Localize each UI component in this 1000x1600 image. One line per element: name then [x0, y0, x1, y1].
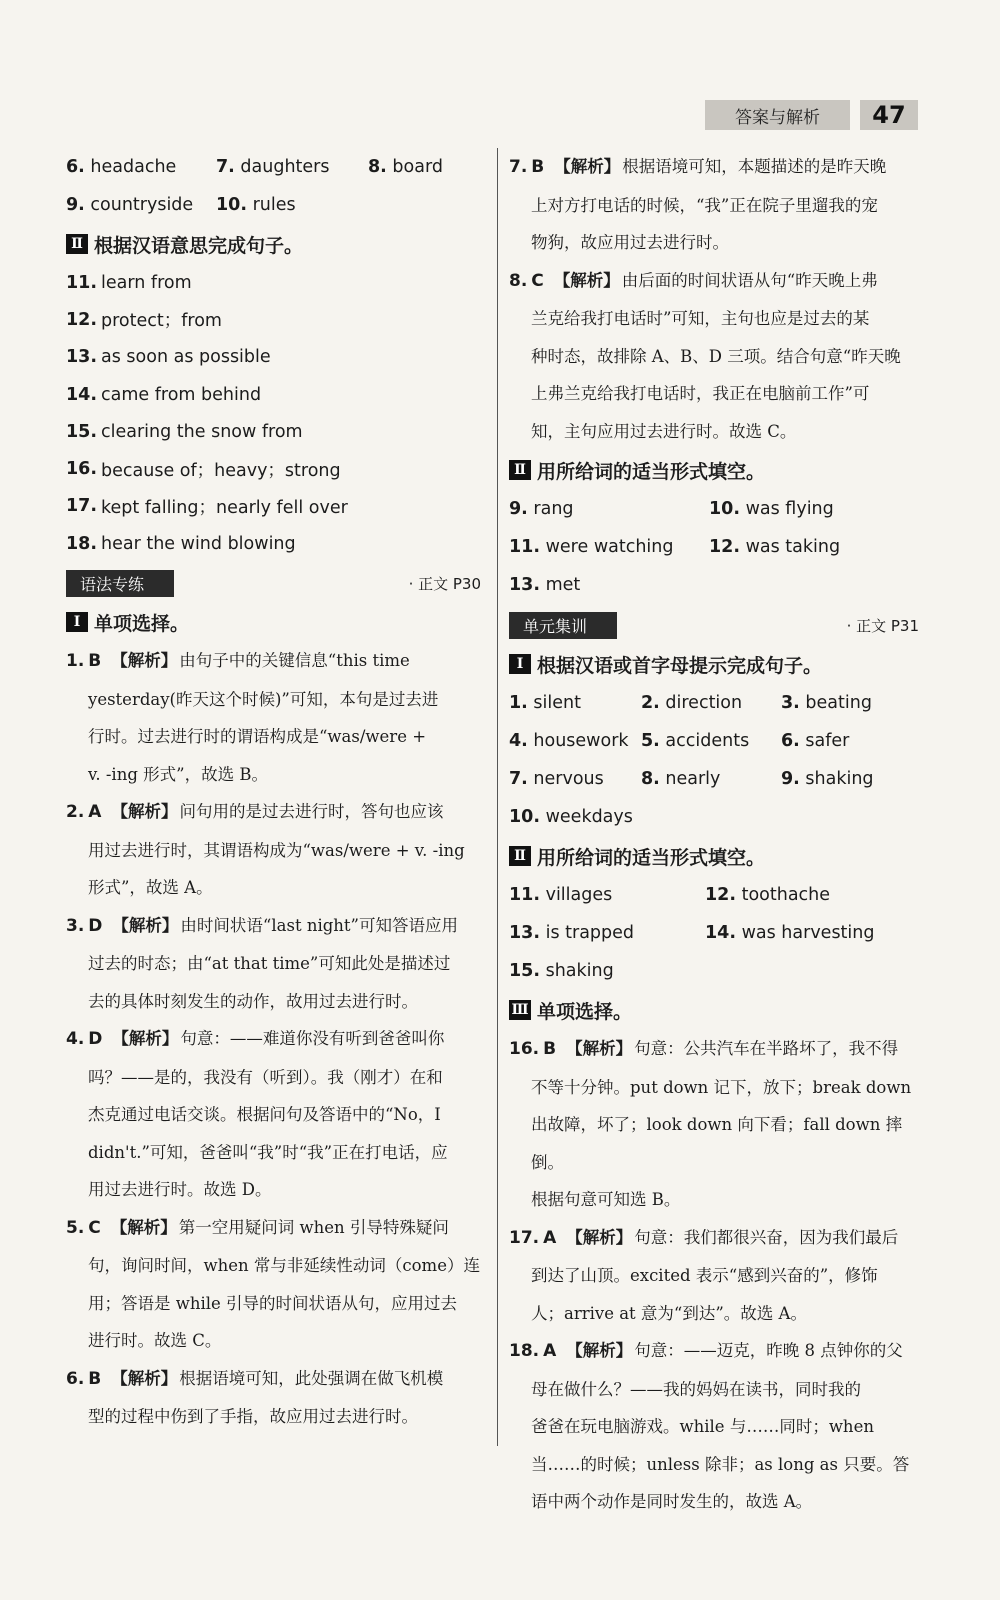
item-answer: shaking	[805, 769, 874, 789]
item-answer: silent	[533, 693, 581, 713]
item-answer: B	[543, 1039, 557, 1059]
explanation-text: 用过去进行时。故选 D。	[88, 1180, 272, 1200]
page-number: 47	[860, 100, 918, 130]
item-number: 12.	[709, 537, 741, 557]
item-answer: was taking	[745, 537, 841, 557]
item-answer: headache	[90, 157, 177, 177]
explanation-text: 上弗兰克给我打电话时，我正在电脑前工作”可	[531, 384, 870, 403]
section-title: 根据汉语或首字母提示完成句子。	[537, 654, 823, 677]
item-answer: rules	[252, 195, 296, 215]
item-number: 9.	[781, 769, 800, 789]
answer-row	[509, 952, 919, 990]
answer-row	[509, 528, 919, 566]
grammar-practice-header	[66, 568, 481, 598]
item-number: 7.	[216, 157, 235, 177]
answer-row	[509, 684, 919, 722]
answer-row	[66, 264, 481, 301]
item-number: 10.	[216, 195, 248, 215]
section-title: 单项选择。	[537, 1000, 633, 1023]
answer-row	[66, 525, 481, 562]
answer-item	[781, 731, 911, 751]
section-heading	[509, 450, 919, 490]
item-number: 12.	[66, 309, 98, 330]
section-title: 用所给词的适当形式填空。	[537, 460, 766, 483]
item-answer: A	[543, 1227, 557, 1248]
explanation-label: 【解析】	[111, 802, 178, 822]
answer-row	[509, 722, 919, 760]
section-heading	[509, 990, 919, 1030]
page-reference: · 正文 P31	[846, 616, 919, 635]
unit-training-tag: 单元集训	[509, 612, 617, 639]
answer-row	[66, 148, 481, 186]
explanation-item	[509, 1332, 919, 1521]
item-answer: nearly	[665, 769, 721, 789]
answer-row	[66, 301, 481, 338]
item-number: 12.	[705, 885, 737, 905]
explanation-item	[66, 642, 481, 793]
item-number: 18.	[66, 533, 98, 554]
item-answer: kept falling；nearly fell over	[101, 497, 348, 518]
item-answer: board	[392, 157, 443, 177]
answer-item	[509, 769, 641, 789]
item-answer: because of；heavy；strong	[101, 460, 341, 481]
item-number: 13.	[509, 575, 541, 595]
explanation-text: 用过去进行时，其谓语构成为“was/were + v. -ing	[88, 840, 465, 860]
explanation-label: 【解析】	[566, 1227, 633, 1247]
answer-item	[509, 807, 641, 827]
item-answer: B	[531, 157, 545, 177]
explanation-label: 【解析】	[110, 1217, 177, 1237]
explanation-label: 【解析】	[112, 1029, 179, 1049]
complete-sentence-answers	[509, 684, 919, 836]
item-number: 8.	[509, 270, 528, 291]
answer-item	[705, 885, 915, 905]
explanation-item	[509, 1030, 919, 1219]
item-answer: D	[88, 915, 103, 936]
item-answer: was harvesting	[741, 923, 875, 943]
answer-row	[509, 490, 919, 528]
item-number: 3.	[66, 915, 85, 936]
explanation-text: 由时间状语“last night”可知答语应用	[180, 915, 458, 935]
answer-item	[509, 731, 641, 751]
answer-row	[509, 914, 919, 952]
answer-item	[368, 157, 478, 177]
answer-item	[509, 923, 705, 943]
explanation-text: 人；arrive at 意为“到达”。故选 A。	[531, 1303, 807, 1323]
explanation-item	[509, 148, 919, 262]
item-number: 9.	[66, 195, 85, 215]
explanation-text: 句，询问时间，when 常与非延续性动词（come）连	[88, 1256, 480, 1276]
item-number: 6.	[66, 157, 85, 177]
answer-item	[509, 499, 709, 519]
item-number: 7.	[509, 769, 528, 789]
explanation-text: 句意：公共汽车在半路坏了，我不得	[634, 1039, 899, 1058]
item-number: 14.	[66, 384, 98, 405]
answer-row	[66, 450, 481, 487]
section-title: 单项选择。	[94, 612, 190, 635]
item-number: 16.	[509, 1039, 540, 1059]
answer-row	[66, 413, 481, 450]
fill-blank-answers	[509, 490, 919, 604]
item-answer: weekdays	[545, 807, 633, 827]
answer-item	[509, 693, 641, 713]
item-answer: learn from	[101, 272, 192, 293]
section-number: Ⅰ	[509, 654, 531, 674]
explanation-text: 句意：——难道你没有听到爸爸叫你	[180, 1029, 445, 1049]
item-number: 11.	[66, 272, 98, 293]
item-number: 5.	[66, 1217, 85, 1238]
answer-item	[66, 157, 216, 177]
item-answer: were watching	[545, 537, 674, 557]
explanation-text: 进行时。故选 C。	[88, 1331, 222, 1351]
item-answer: hear the wind blowing	[101, 533, 296, 554]
item-answer: came from behind	[101, 384, 262, 405]
item-number: 9.	[509, 499, 528, 519]
item-answer: clearing the snow from	[101, 421, 303, 442]
section-title: 用所给词的适当形式填空。	[537, 846, 766, 869]
item-answer: protect；from	[101, 311, 222, 332]
explanation-label: 【解析】	[554, 157, 621, 176]
item-number: 6.	[66, 1368, 85, 1389]
answer-item	[641, 693, 781, 713]
explanation-text: 到达了山顶。excited 表示“感到兴奋的”，修饰	[531, 1266, 878, 1285]
answer-item	[509, 961, 705, 981]
right-column	[509, 148, 919, 1521]
explanation-text: 问句用的是过去进行时，答句也应该	[179, 802, 444, 822]
item-answer: C	[88, 1217, 101, 1238]
explanation-item	[66, 1020, 481, 1209]
item-answer: daughters	[240, 157, 330, 177]
explanation-label: 【解析】	[111, 1368, 178, 1388]
item-answer: C	[531, 270, 544, 291]
explanation-item	[66, 1360, 481, 1436]
item-number: 4.	[66, 1029, 85, 1050]
answer-item	[641, 731, 781, 751]
explanation-text: 句意：我们都很兴奋，因为我们最后	[634, 1227, 899, 1247]
explanation-text: 第一空用疑问词 when 引导特殊疑问	[178, 1217, 449, 1237]
item-answer: housework	[533, 731, 629, 751]
explanation-text: 物狗，故应用过去进行时。	[531, 233, 729, 252]
page-reference: · 正文 P30	[408, 574, 481, 593]
item-number: 2.	[641, 693, 660, 713]
item-number: 10.	[509, 807, 541, 827]
item-answer: B	[88, 1368, 102, 1389]
item-number: 17.	[66, 496, 98, 517]
multiple-choice-answers	[509, 148, 919, 450]
answer-row	[509, 566, 919, 604]
explanation-label: 【解析】	[566, 1341, 633, 1360]
item-answer: is trapped	[545, 923, 635, 943]
answer-row	[66, 376, 481, 413]
item-number: 16.	[66, 459, 98, 480]
item-answer: nervous	[533, 769, 604, 789]
explanation-text: 行时。过去进行时的谓语构成是“was/were +	[88, 727, 427, 747]
answer-item	[509, 885, 705, 905]
section-heading	[66, 602, 481, 642]
item-answer: direction	[665, 693, 743, 713]
item-answer: countryside	[90, 195, 194, 215]
explanation-text: 由后面的时间状语从句“昨天晚上弗	[621, 270, 878, 290]
explanation-text: 种时态，故排除 A、B、D 三项。结合句意“昨天晚	[531, 346, 901, 366]
item-answer: was flying	[745, 499, 834, 519]
explanation-text: 去的具体时刻发生的动作，故用过去进行时。	[88, 991, 418, 1011]
explanation-text: 上对方打电话的时候，“我”正在院子里遛我的宠	[531, 195, 878, 215]
item-number: 2.	[66, 802, 85, 823]
answer-item	[781, 693, 911, 713]
section-title: 根据汉语意思完成句子。	[94, 234, 304, 257]
explanation-text: 用；答语是 while 引导的时间状语从句，应用过去	[88, 1293, 458, 1313]
answer-row	[509, 798, 919, 836]
explanation-text: 兰克给我打电话时”可知，主句也应是过去的某	[531, 309, 870, 328]
answer-item	[709, 537, 909, 557]
explanation-text: 母在做什么？——我的妈妈在读书，同时我的	[531, 1379, 861, 1399]
section-number: Ⅲ	[509, 1000, 531, 1020]
explanation-item	[509, 1219, 919, 1333]
item-number: 17.	[509, 1227, 540, 1248]
multiple-choice-answers	[66, 642, 481, 1436]
multiple-choice-answers	[509, 1030, 919, 1521]
explanation-text: 不等十分钟。put down 记下，放下；break down	[531, 1077, 912, 1097]
explanation-text: 由句子中的关键信息“this time	[179, 651, 410, 671]
explanation-label: 【解析】	[112, 915, 179, 935]
section-number: Ⅱ	[509, 846, 531, 866]
item-answer: A	[88, 802, 102, 823]
answer-item	[216, 195, 368, 215]
item-number: 1.	[66, 651, 85, 672]
item-answer: A	[543, 1341, 557, 1361]
item-number: 15.	[66, 421, 98, 442]
item-answer: safer	[805, 731, 850, 751]
item-answer: accidents	[665, 731, 750, 751]
explanation-text: 知，主句应用过去进行时。故选 C。	[531, 421, 797, 441]
item-number: 7.	[509, 157, 528, 177]
item-answer: beating	[805, 693, 872, 713]
item-number: 13.	[66, 347, 98, 368]
item-number: 5.	[641, 731, 660, 751]
grammar-practice-tag: 语法专练	[66, 570, 174, 597]
item-number: 8.	[641, 769, 660, 789]
explanation-text: 当……的时候；unless 除非；as long as 只要。答	[531, 1454, 910, 1474]
section-heading	[509, 644, 919, 684]
item-number: 3.	[781, 693, 800, 713]
item-answer: toothache	[741, 885, 831, 905]
answer-row	[509, 760, 919, 798]
explanation-item	[66, 907, 481, 1021]
explanation-text: 句意：——迈克，昨晚 8 点钟你的父	[634, 1341, 903, 1360]
explanation-text: 爸爸在玩电脑游戏。while 与……同时；when	[531, 1417, 874, 1436]
section-number: Ⅱ	[66, 234, 88, 254]
explanation-text: v. -ing 形式”，故选 B。	[88, 764, 268, 784]
answer-item	[509, 575, 709, 595]
item-answer: B	[88, 651, 102, 672]
section-number: Ⅱ	[509, 460, 531, 480]
section-heading	[509, 836, 919, 876]
header-section-title: 答案与解析	[705, 100, 850, 130]
sentence-answers	[66, 264, 481, 562]
explanation-text: yesterday(昨天这个时候)”可知，本句是过去进	[88, 689, 439, 709]
item-answer: met	[545, 575, 581, 595]
explanation-text: 语中两个动作是同时发生的，故选 A。	[531, 1492, 813, 1511]
explanation-item	[66, 1209, 481, 1360]
explanation-text: didn't.”可知，爸爸叫“我”时“我”正在打电话，应	[88, 1142, 448, 1162]
explanation-label: 【解析】	[553, 270, 620, 290]
left-column	[66, 148, 481, 1436]
explanation-text: 出故障，坏了；look down 向下看；fall down 摔倒。	[531, 1115, 903, 1172]
answer-item	[66, 195, 216, 215]
item-number: 15.	[509, 961, 541, 981]
item-number: 1.	[509, 693, 528, 713]
answer-item	[216, 157, 368, 177]
item-number: 11.	[509, 885, 541, 905]
explanation-text: 形式”，故选 A。	[88, 878, 213, 898]
item-number: 13.	[509, 923, 541, 943]
item-number: 10.	[709, 499, 741, 519]
explanation-text: 型的过程中伤到了手指，故应用过去进行时。	[88, 1407, 418, 1427]
explanation-text: 吗？——是的，我没有（听到）。我（刚才）在和	[88, 1067, 443, 1087]
item-number: 11.	[509, 537, 541, 557]
item-answer: as soon as possible	[101, 347, 271, 368]
explanation-text: 根据句意可知选 B。	[531, 1190, 681, 1209]
item-answer: shaking	[545, 961, 614, 981]
item-number: 6.	[781, 731, 800, 751]
answer-row	[66, 339, 481, 376]
item-answer: villages	[545, 885, 613, 905]
fill-blank-answers	[509, 876, 919, 990]
answer-row	[509, 876, 919, 914]
explanation-item	[509, 262, 919, 451]
unit-training-header	[509, 610, 919, 640]
answer-item	[641, 769, 781, 789]
item-number: 18.	[509, 1341, 540, 1361]
explanation-label: 【解析】	[111, 651, 178, 671]
item-number: 4.	[509, 731, 528, 751]
answer-item	[781, 769, 911, 789]
item-answer: rang	[533, 499, 574, 519]
item-answer: D	[88, 1029, 103, 1050]
answer-item	[709, 499, 909, 519]
section-heading	[66, 224, 481, 264]
section-number: Ⅰ	[66, 612, 88, 632]
explanation-text: 根据语境可知，此处强调在做飞机模	[179, 1368, 444, 1388]
item-number: 8.	[368, 157, 387, 177]
explanation-item	[66, 793, 481, 907]
explanation-text: 过去的时态；由“at that time”可知此处是描述过	[88, 954, 451, 974]
answer-row	[66, 488, 481, 525]
answer-item	[705, 923, 915, 943]
answer-grid-top	[66, 148, 481, 224]
explanation-text: 根据语境可知，本题描述的是昨天晚	[622, 157, 887, 176]
column-divider	[497, 148, 498, 1446]
answer-item	[509, 537, 709, 557]
item-number: 14.	[705, 923, 737, 943]
explanation-label: 【解析】	[566, 1039, 633, 1058]
answer-row	[66, 186, 481, 224]
explanation-text: 杰克通过电话交谈。根据问句及答语中的“No，I	[88, 1105, 441, 1125]
